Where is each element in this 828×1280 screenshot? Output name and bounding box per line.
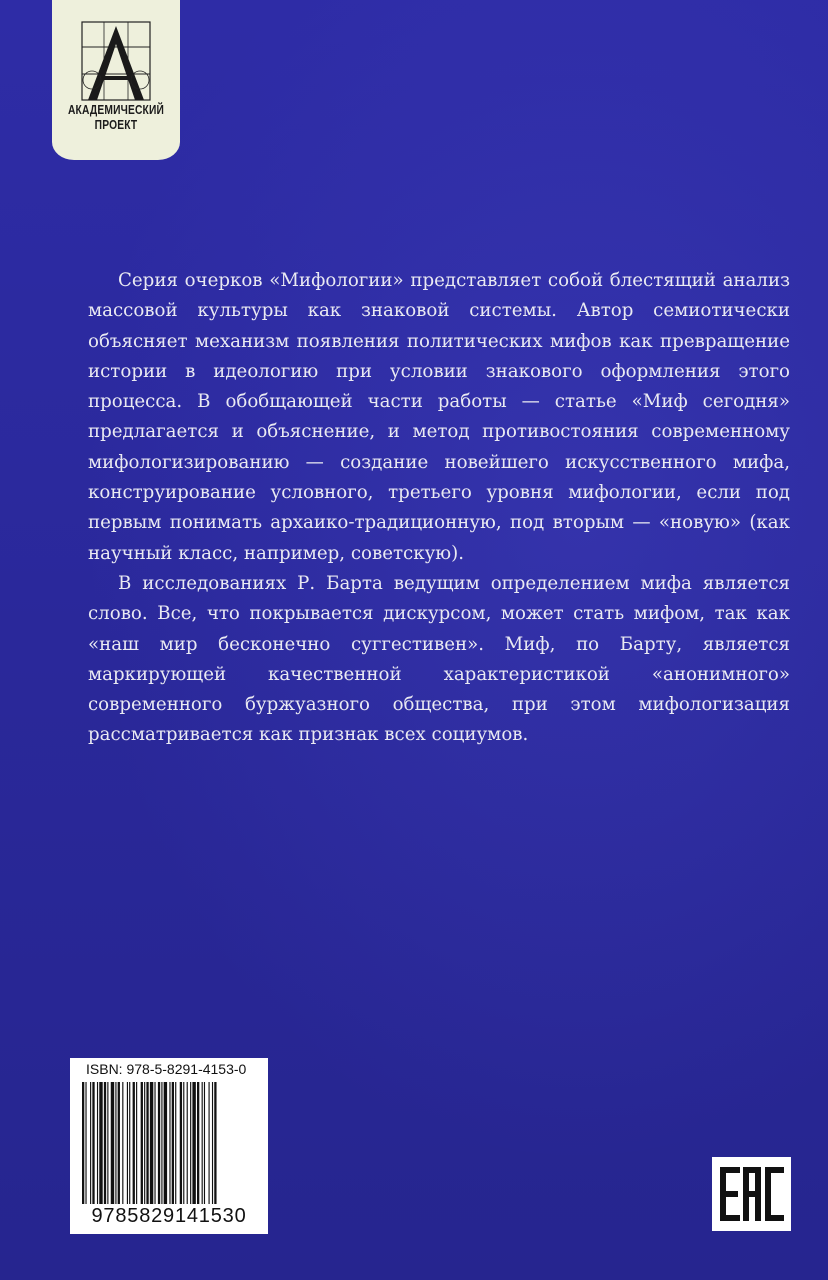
publisher-name-line1: АКАДЕМИЧЕСКИЙ bbox=[67, 103, 165, 117]
barcode-digits: 9785829141530 bbox=[91, 1205, 247, 1227]
isbn-barcode-label bbox=[70, 1058, 268, 1234]
publisher-name bbox=[64, 103, 169, 133]
description-paragraph-2: В исследованиях Р. Барта ведущим определением мифа является слово. Все, что покрывается дискурсом, может стать мифом, так как «наш мир бесконечно суггестивен». Миф, по Барту, является маркирующей качественной характеристикой «анонимного» современного буржуазного общества, при этом мифологизация рассматривается как признак всех социумов. bbox=[88, 572, 790, 746]
book-description bbox=[88, 266, 790, 751]
isbn-number: ISBN: 978-5-8291-4153-0 bbox=[86, 1061, 247, 1077]
publisher-logo bbox=[52, 0, 180, 160]
barcode-icon bbox=[80, 1082, 258, 1204]
eac-icon bbox=[712, 1157, 791, 1231]
eac-certification-mark bbox=[712, 1157, 791, 1231]
description-paragraph-1: Серия очерков «Мифологии» представляет собой блестящий анализ массовой культуры как знаковой системы. Автор семиотически объясняет механизм появления политических мифов как превращение истории в идеологию при условии знакового оформления этого процесса. В обобщающей части работы — статье «Миф сегодня» предлагается и объяснение, и метод противостояния современному мифологизированию — создание новейшего искусственного мифа, конструирование условного, третьего уровня мифологии, если под первым понимать архаико-традиционную, под вторым — «новую» (как научный класс, например, советскую). bbox=[88, 270, 790, 564]
publisher-name-line2: ПРОЕКТ bbox=[94, 118, 138, 132]
letter-a-emblem-icon bbox=[80, 20, 152, 102]
